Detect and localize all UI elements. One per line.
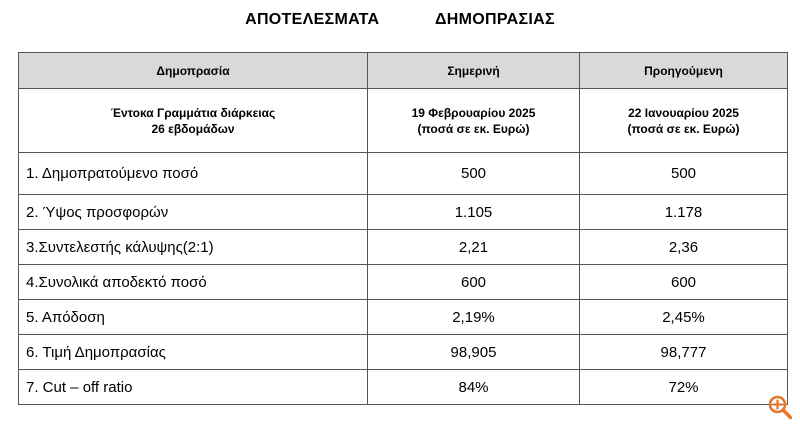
header-current: Σημερινή [368, 53, 580, 89]
current-date-cell [368, 89, 580, 153]
row-previous-value: 2,36 [580, 230, 788, 265]
row-current-value: 2,19% [368, 300, 580, 335]
page-title: ΑΠΟΤΕΛΕΣΜΑΤΑ ΔΗΜΟΠΡΑΣΙΑΣ [245, 11, 555, 28]
row-current-value: 84% [368, 370, 580, 405]
row-previous-value: 500 [580, 153, 788, 195]
row-current-value: 500 [368, 153, 580, 195]
row-current-value: 2,21 [368, 230, 580, 265]
header-previous: Προηγούμενη [580, 53, 788, 89]
instrument-line-1: Έντοκα Γραμμάτια διάρκειας [110, 105, 276, 120]
zoom-in-icon[interactable] [767, 394, 793, 420]
row-previous-value: 600 [580, 265, 788, 300]
row-label: 4.Συνολικά αποδεκτό ποσό [19, 265, 368, 300]
table-row [19, 153, 788, 195]
row-previous-value: 72% [580, 370, 788, 405]
instrument-line-2: 26 εβδομάδων [151, 121, 235, 136]
previous-note: (ποσά σε εκ. Ευρώ) [627, 121, 740, 136]
row-label: 5. Απόδοση [19, 300, 368, 335]
row-label: 2. Ύψος προσφορών [19, 195, 368, 230]
row-current-value: 600 [368, 265, 580, 300]
row-label: 7. Cut – off ratio [19, 370, 368, 405]
previous-date: 22 Ιανουαρίου 2025 [628, 105, 739, 120]
table-row [19, 370, 788, 405]
row-previous-value: 98,777 [580, 335, 788, 370]
table-subheader-row [19, 89, 788, 153]
table-row [19, 195, 788, 230]
auction-results-table [18, 52, 788, 405]
row-previous-value: 2,45% [580, 300, 788, 335]
current-date: 19 Φεβρουαρίου 2025 [411, 105, 536, 120]
header-auction: Δημοπρασία [19, 53, 368, 89]
row-label: 1. Δημοπρατούμενο ποσό [19, 153, 368, 195]
current-note: (ποσά σε εκ. Ευρώ) [417, 121, 530, 136]
row-current-value: 1.105 [368, 195, 580, 230]
table-row [19, 300, 788, 335]
row-previous-value: 1.178 [580, 195, 788, 230]
zoom-in-icon-graphic [767, 394, 793, 420]
row-label: 3.Συντελεστής κάλυψης(2:1) [19, 230, 368, 265]
instrument-cell [19, 89, 368, 153]
table-row [19, 230, 788, 265]
row-current-value: 98,905 [368, 335, 580, 370]
table-header-row [19, 53, 788, 89]
table-row [19, 265, 788, 300]
table-row [19, 335, 788, 370]
row-label: 6. Τιμή Δημοπρασίας [19, 335, 368, 370]
previous-date-cell [580, 89, 788, 153]
